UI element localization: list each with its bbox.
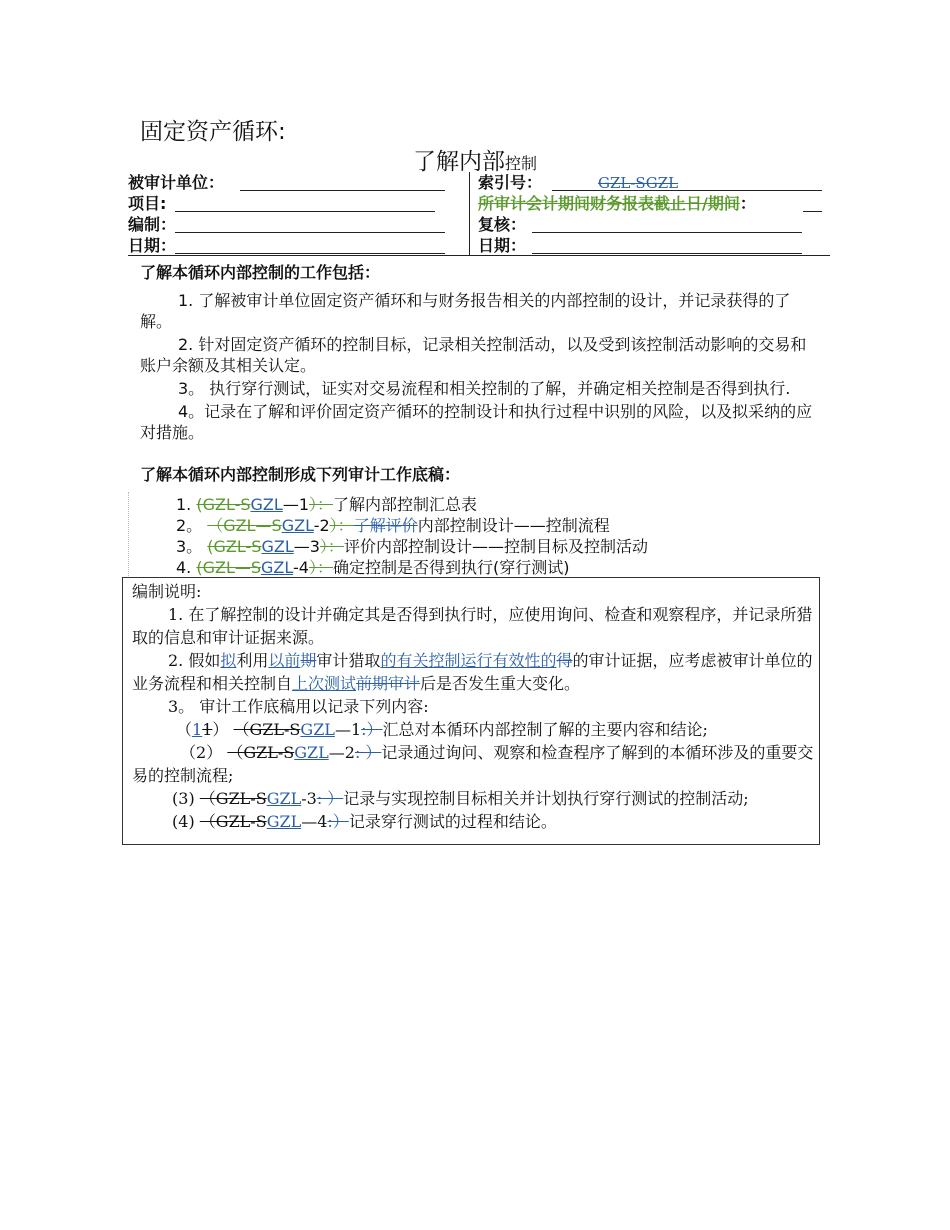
period-label-text: 所审计会计期间财务报表截止日/期间 bbox=[478, 194, 740, 213]
page-title: 固定资产循环: bbox=[140, 119, 286, 145]
notes-heading: 编制说明: bbox=[132, 582, 202, 601]
list-item: 4. (GZL—SGZL-4）：确定控制是否得到执行(穿行测试) bbox=[176, 558, 570, 577]
index-label: 索引号： bbox=[478, 173, 543, 192]
section1-body bbox=[140, 290, 820, 443]
preparer-line[interactable] bbox=[175, 232, 445, 233]
list-item: 1. (GZL-SGZL—1）：了解内部控制汇总表 bbox=[176, 495, 478, 514]
notes-p2: 2. 假如拟利用以前期审计猎取的有关控制运行有效性的得的审计证据，应考虑被审计单位的业务流程和相关控制自上次测试前期审计后是否发生重大变化。 bbox=[132, 651, 813, 693]
period-label bbox=[478, 194, 756, 214]
notes-sub-2: （2） （GZL-SGZL—2: ）记录通过询问、观察和检查程序了解到的本循环涉及的重要交易的控制流程; bbox=[132, 743, 814, 785]
date-label-left: 日期： bbox=[128, 236, 177, 255]
section1-item-3: 3。 执行穿行测试，证实对交易流程和相关控制的了解，并确定相关控制是否得到执行. bbox=[178, 379, 791, 398]
auditee-line[interactable] bbox=[240, 190, 445, 191]
period-colon: ： bbox=[739, 194, 756, 213]
date-line-right[interactable] bbox=[532, 253, 802, 254]
section1-item-1: 1. 了解被审计单位固定资产循环和与财务报告相关的内部控制的设计，并记录获得的了解。 bbox=[140, 291, 791, 331]
subtitle-tail: 控制 bbox=[504, 154, 537, 173]
review-label: 复核： bbox=[478, 215, 527, 234]
notes-sub-4: (4) （GZL-SGZL—4:）记录穿行测试的过程和结论。 bbox=[172, 812, 557, 831]
notes-sub-1: （11） （GZL-SGZL—1:）汇总对本循环内部控制了解的主要内容和结论; bbox=[176, 720, 708, 739]
notes-sub-3: (3) （GZL-SGZL-3: ）记录与实现控制目标相关并计划执行穿行测试的控制活动; bbox=[172, 789, 749, 808]
document-subtitle bbox=[0, 143, 950, 176]
period-line[interactable] bbox=[803, 211, 822, 212]
project-line[interactable] bbox=[175, 211, 435, 212]
workpaper-list bbox=[176, 494, 648, 578]
preparer-label: 编制： bbox=[128, 215, 177, 234]
list-item: 2。 （GZL—SGZL-2）：了解评价内部控制设计——控制流程 bbox=[176, 516, 610, 535]
index-line[interactable] bbox=[552, 190, 822, 191]
project-label: 项目: bbox=[128, 194, 167, 213]
section2-heading: 了解本循环内部控制形成下列审计工作底稿： bbox=[140, 465, 461, 484]
change-bar bbox=[128, 492, 129, 576]
notes-p1: 1. 在了解控制的设计并确定其是否得到执行时，应使用询问、检查和观察程序，并记录所猎取的信息和审计证据来源。 bbox=[132, 605, 813, 647]
date-line-left[interactable] bbox=[175, 253, 445, 254]
section1-heading: 了解本循环内部控制的工作包括： bbox=[140, 263, 381, 282]
index-value: GZL-SGZL bbox=[598, 174, 679, 192]
subtitle-main: 了解内部 bbox=[412, 149, 505, 175]
section1-item-2: 2. 针对固定资产循环的控制目标，记录相关控制活动，以及受到该控制活动影响的交易和账户余额及其相关认定。 bbox=[140, 335, 807, 375]
notes-p3: 3。 审计工作底稿用以记录下列内容: bbox=[168, 697, 429, 716]
list-item: 3。 (GZL-SGZL—3）：评价内部控制设计——控制目标及控制活动 bbox=[176, 537, 648, 556]
auditee-label: 被审计单位： bbox=[128, 173, 225, 192]
header-divider bbox=[469, 172, 470, 256]
notes-content bbox=[132, 580, 814, 833]
review-line[interactable] bbox=[532, 232, 802, 233]
date-label-right: 日期： bbox=[478, 236, 527, 255]
header-bottom-rule bbox=[128, 255, 830, 256]
section1-item-4: 4。记录在了解和评价固定资产循环的控制设计和执行过程中识别的风险，以及拟采纳的应对措施。 bbox=[140, 402, 813, 442]
